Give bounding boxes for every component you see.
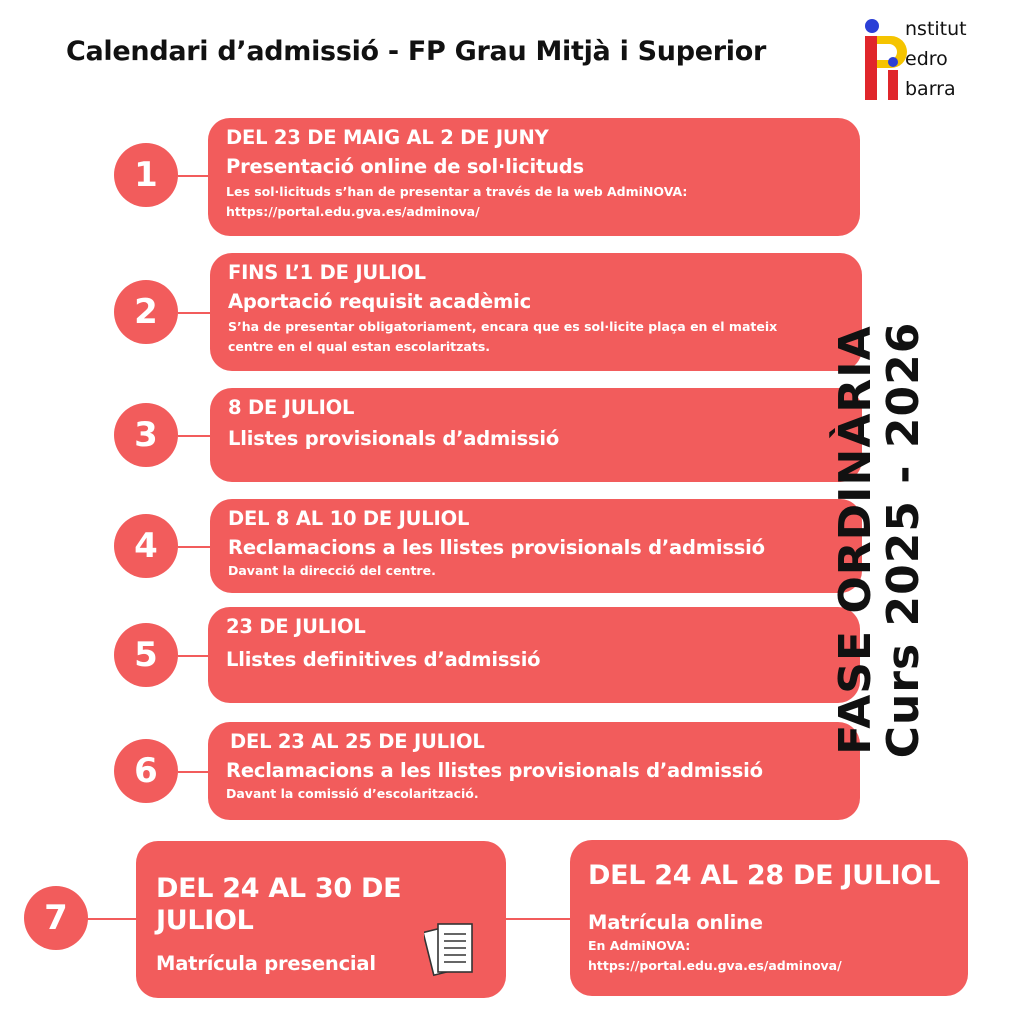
step-date: FINS L’1 DE JULIOL: [228, 261, 426, 284]
step-card-7-online: [570, 840, 968, 996]
logo-text-1: nstitut: [905, 18, 967, 40]
course-label: Curs 2025 - 2026: [878, 321, 929, 759]
step-card-1: [208, 118, 860, 236]
step-number: 1: [114, 143, 178, 207]
connector: [178, 312, 212, 314]
connector: [178, 175, 210, 177]
step-link[interactable]: https://portal.edu.gva.es/adminova/: [226, 204, 480, 219]
step-number: 7: [24, 886, 88, 950]
logo-text-3: barra: [905, 78, 956, 100]
step-number: 4: [114, 514, 178, 578]
step-heading: Presentació online de sol·licituds: [226, 155, 584, 178]
step-date: DEL 23 DE MAIG AL 2 DE JUNY: [226, 126, 549, 149]
step-detail: Les sol·licituds s’han de presentar a través de la web AdmiNOVA:: [226, 184, 688, 199]
step-heading: Matrícula presencial: [156, 952, 376, 975]
step-date: DEL 8 AL 10 DE JULIOL: [228, 507, 470, 530]
step-card-5: [208, 607, 860, 703]
step-detail: Davant la direcció del centre.: [228, 563, 436, 578]
step-heading: Aportació requisit acadèmic: [228, 290, 531, 313]
step-number: 6: [114, 739, 178, 803]
step-date: 8 DE JULIOL: [228, 396, 355, 419]
side-title-text: [832, 322, 928, 759]
step-heading: Reclamacions a les llistes provisionals d’admissió: [226, 759, 763, 782]
connector: [506, 918, 572, 920]
step-card-4: [210, 499, 862, 593]
logo-text-2: edro: [905, 48, 948, 70]
connector: [178, 655, 210, 657]
step-date: DEL 24 AL 30 DE JULIOL: [156, 873, 402, 936]
step-heading: Matrícula online: [588, 911, 763, 934]
step-detail: En AdmiNOVA:: [588, 938, 691, 953]
step-card-2: [210, 253, 862, 371]
step-number: 3: [114, 403, 178, 467]
step-card-3: [210, 388, 862, 482]
step-card-6: [208, 722, 860, 820]
page-title: Calendari d’admissió - FP Grau Mitjà i Superior: [66, 36, 766, 67]
step-heading: Llistes definitives d’admissió: [226, 648, 541, 671]
document-icon: [424, 920, 482, 980]
connector: [178, 546, 212, 548]
step-date: DEL 24 AL 28 DE JULIOL: [588, 860, 940, 891]
connector: [86, 918, 138, 920]
step-heading: Llistes provisionals d’admissió: [228, 427, 560, 450]
phase-label: FASE ORDINÀRIA: [830, 325, 881, 755]
connector: [178, 771, 210, 773]
step-detail: Davant la comissió d’escolarització.: [226, 786, 479, 801]
step-heading: Reclamacions a les llistes provisionals d’admissió: [228, 536, 765, 559]
step-number: 5: [114, 623, 178, 687]
step-number: 2: [114, 280, 178, 344]
connector: [178, 435, 212, 437]
step-date: 23 DE JULIOL: [226, 615, 366, 638]
step-detail: centre en el qual estan escolaritzats.: [228, 339, 491, 354]
logo-mark: [858, 18, 908, 108]
step-detail: S’ha de presentar obligatoriament, encara que es sol·licite plaça en el mateix: [228, 319, 778, 334]
step-date: DEL 23 AL 25 DE JULIOL: [230, 730, 485, 753]
institute-logo: [858, 18, 1008, 108]
step-link[interactable]: https://portal.edu.gva.es/adminova/: [588, 958, 842, 973]
